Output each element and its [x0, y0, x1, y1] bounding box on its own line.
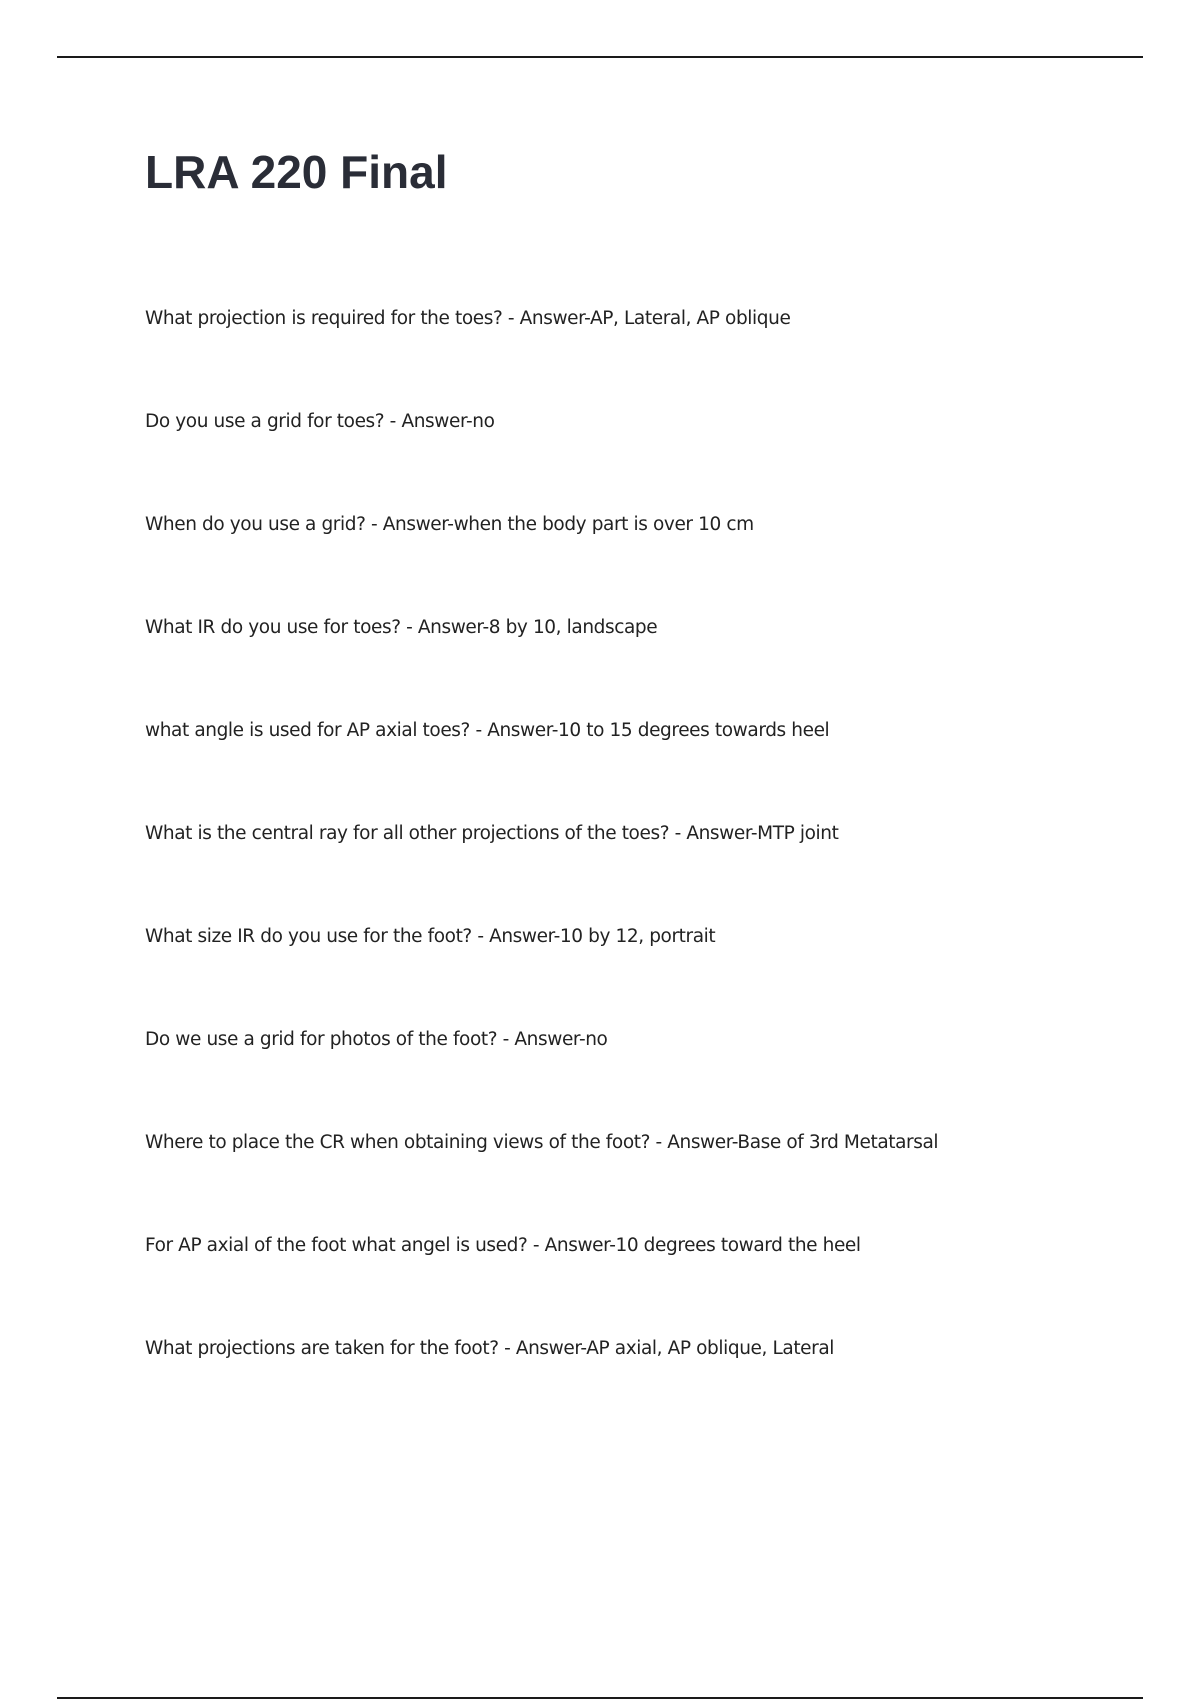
top-divider — [57, 56, 1143, 58]
qa-item: Do we use a grid for photos of the foot? - Answer-no — [145, 1029, 608, 1050]
qa-item: Do you use a grid for toes? - Answer-no — [145, 411, 495, 432]
qa-item: what angle is used for AP axial toes? - Answer-10 to 15 degrees towards heel — [145, 720, 830, 741]
qa-item: For AP axial of the foot what angel is used? - Answer-10 degrees toward the heel — [145, 1235, 861, 1256]
qa-item: What projection is required for the toes? - Answer-AP, Lateral, AP oblique — [145, 308, 791, 329]
qa-item: What is the central ray for all other projections of the toes? - Answer-MTP joint — [145, 823, 839, 844]
qa-item: When do you use a grid? - Answer-when the body part is over 10 cm — [145, 514, 754, 535]
qa-item: What size IR do you use for the foot? - Answer-10 by 12, portrait — [145, 926, 716, 947]
qa-item: What projections are taken for the foot? - Answer-AP axial, AP oblique, Lateral — [145, 1338, 835, 1359]
qa-list — [145, 304, 938, 1437]
qa-item: Where to place the CR when obtaining views of the foot? - Answer-Base of 3rd Metatarsal — [145, 1132, 939, 1153]
document-title: LRA 220 Final — [145, 146, 448, 198]
qa-item: What IR do you use for toes? - Answer-8 by 10, landscape — [145, 617, 658, 638]
bottom-divider — [57, 1697, 1143, 1699]
